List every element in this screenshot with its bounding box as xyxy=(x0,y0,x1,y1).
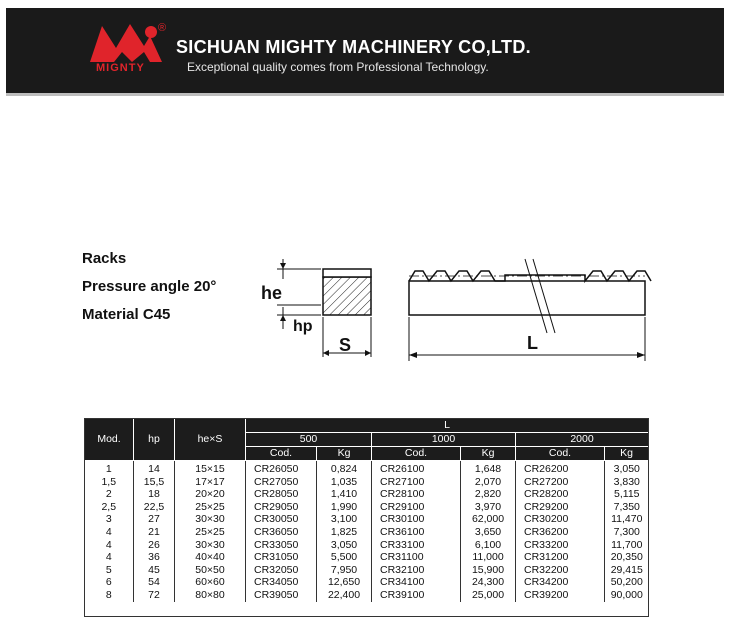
table-cell: 26 xyxy=(134,539,175,552)
col-length-1000: 1000 xyxy=(372,433,516,447)
table-cell: CR32100 xyxy=(372,564,461,577)
table-cell: 3,050 xyxy=(317,539,372,552)
company-name: SICHUAN MIGHTY MACHINERY CO,LTD. xyxy=(176,37,531,57)
table-cell: 1,410 xyxy=(317,488,372,501)
col-length-500: 500 xyxy=(246,433,372,447)
table-cell: CR30100 xyxy=(372,513,461,526)
table-cell: 3,650 xyxy=(461,526,516,539)
table-cell: 5,500 xyxy=(317,551,372,564)
table-cell: CR28050 xyxy=(246,488,317,501)
table-cell: 1,648 xyxy=(461,461,516,476)
table-cell: 24,300 xyxy=(461,576,516,589)
table-cell: CR39100 xyxy=(372,589,461,602)
table-cell: 25×25 xyxy=(175,526,246,539)
table-cell: 22,5 xyxy=(134,501,175,514)
rack-side-view xyxy=(409,259,651,361)
table-cell: CR27050 xyxy=(246,476,317,489)
table-cell: 20,350 xyxy=(605,551,649,564)
table-cell: CR34100 xyxy=(372,576,461,589)
table-cell: 25×25 xyxy=(175,501,246,514)
table-cell: 5 xyxy=(105,563,112,576)
spec-pressure-angle: Pressure angle 20° xyxy=(82,278,217,295)
table-cell: 3,050 xyxy=(605,461,649,476)
table-cell: 62,000 xyxy=(461,513,516,526)
table-cell: CR27200 xyxy=(516,476,605,489)
table-cell: CR26100 xyxy=(372,461,461,476)
table-cell: 14 xyxy=(134,461,175,476)
table-cell: 21 xyxy=(134,526,175,539)
col-cod-1000: Cod. xyxy=(372,447,461,461)
table-cell: 15×15 xyxy=(175,461,246,476)
table-cell: CR33200 xyxy=(516,539,605,552)
table-cell: CR36050 xyxy=(246,526,317,539)
table-row xyxy=(85,564,649,577)
table-cell: 30×30 xyxy=(175,539,246,552)
table-cell: CR29200 xyxy=(516,501,605,514)
table-cell: CR33050 xyxy=(246,539,317,552)
table-cell: 1,990 xyxy=(317,501,372,514)
table-row xyxy=(85,539,649,552)
table-cell: 11,700 xyxy=(605,539,649,552)
table-cell: 45 xyxy=(134,564,175,577)
table-cell: CR30050 xyxy=(246,513,317,526)
table-cell: CR31050 xyxy=(246,551,317,564)
table-cell: 4 xyxy=(105,538,112,551)
table-cell: 25,000 xyxy=(461,589,516,602)
table-cell: 1,825 xyxy=(317,526,372,539)
table-cell: 4 xyxy=(105,551,112,564)
table-cell: 50×50 xyxy=(175,564,246,577)
table-cell: 3 xyxy=(105,513,112,526)
table-cell: CR34050 xyxy=(246,576,317,589)
table-cell: 36 xyxy=(134,551,175,564)
col-kg-500: Kg xyxy=(317,447,372,461)
col-length-2000: 2000 xyxy=(516,433,649,447)
table-cell: 6 xyxy=(105,576,112,589)
table-row xyxy=(85,501,649,514)
table-cell: CR26200 xyxy=(516,461,605,476)
table-cell: 80×80 xyxy=(175,589,246,602)
table-cell: 72 xyxy=(134,589,175,602)
table-cell: 15,900 xyxy=(461,564,516,577)
table-cell: CR29050 xyxy=(246,501,317,514)
table-cell: 12,650 xyxy=(317,576,372,589)
col-cod-500: Cod. xyxy=(246,447,317,461)
col-hexs: he×S xyxy=(175,419,246,461)
table-cell: CR31200 xyxy=(516,551,605,564)
cross-section xyxy=(261,259,371,357)
table-cell: 30×30 xyxy=(175,513,246,526)
registered-mark: ® xyxy=(158,22,167,34)
rack-spec-table xyxy=(84,418,649,602)
table-cell: CR39050 xyxy=(246,589,317,602)
table-cell: CR33100 xyxy=(372,539,461,552)
rack-drawing xyxy=(255,245,665,375)
table-row xyxy=(85,589,649,602)
label-s: S xyxy=(339,335,352,355)
table-cell: CR32050 xyxy=(246,564,317,577)
table-row xyxy=(85,461,649,476)
table-cell: 29,415 xyxy=(605,564,649,577)
table-row xyxy=(85,488,649,501)
table-cell: 1,5 xyxy=(101,475,117,488)
logo-text: MIGNTY xyxy=(96,62,145,74)
spec-title: Racks xyxy=(82,250,127,267)
table-cell: CR26050 xyxy=(246,461,317,476)
col-length-group: L xyxy=(246,419,649,433)
col-hp: hp xyxy=(134,419,175,461)
col-kg-2000: Kg xyxy=(605,447,649,461)
table-cell: 8 xyxy=(105,588,112,601)
table-cell: 5,115 xyxy=(605,488,649,501)
table-cell: CR31100 xyxy=(372,551,461,564)
table-cell: 7,350 xyxy=(605,501,649,514)
label-hp: hp xyxy=(293,318,313,335)
table-row xyxy=(85,526,649,539)
table-row xyxy=(85,576,649,589)
table-cell: CR29100 xyxy=(372,501,461,514)
table-cell: 1,035 xyxy=(317,476,372,489)
col-kg-1000: Kg xyxy=(461,447,516,461)
label-he: he xyxy=(261,283,283,303)
table-cell: 11,000 xyxy=(461,551,516,564)
table-cell: 18 xyxy=(134,488,175,501)
table-cell: 3,970 xyxy=(461,501,516,514)
table-cell: 3,830 xyxy=(605,476,649,489)
table-cell: 17×17 xyxy=(175,476,246,489)
table-cell: 50,200 xyxy=(605,576,649,589)
table-cell: 60×60 xyxy=(175,576,246,589)
table-cell: CR36100 xyxy=(372,526,461,539)
table-cell: 40×40 xyxy=(175,551,246,564)
table-cell: CR28200 xyxy=(516,488,605,501)
table-cell: 2 xyxy=(105,488,112,501)
table-cell: 22,400 xyxy=(317,589,372,602)
table-cell: CR32200 xyxy=(516,564,605,577)
header-underline xyxy=(6,93,724,96)
table-cell: 4 xyxy=(105,525,112,538)
table-row xyxy=(85,476,649,489)
table-cell: 7,950 xyxy=(317,564,372,577)
table-cell: CR39200 xyxy=(516,589,605,602)
spec-material: Material C45 xyxy=(82,306,171,323)
table-cell: CR36200 xyxy=(516,526,605,539)
table-body xyxy=(85,461,649,602)
table-cell: 1 xyxy=(105,463,112,475)
table-cell: 11,470 xyxy=(605,513,649,526)
table-cell: 2,070 xyxy=(461,476,516,489)
table-row xyxy=(85,551,649,564)
table-cell: CR27100 xyxy=(372,476,461,489)
table-cell: 90,000 xyxy=(605,589,649,602)
col-mod: Mod. xyxy=(85,419,134,461)
table-cell: 2,5 xyxy=(101,500,117,513)
table-cell: 7,300 xyxy=(605,526,649,539)
label-l: L xyxy=(527,333,538,353)
table-cell: 2,820 xyxy=(461,488,516,501)
table-row xyxy=(85,513,649,526)
table-cell: CR34200 xyxy=(516,576,605,589)
table-cell: 15,5 xyxy=(134,476,175,489)
table-cell: 3,100 xyxy=(317,513,372,526)
company-tagline: Exceptional quality comes from Professional Technology. xyxy=(187,60,489,74)
table-cell: CR30200 xyxy=(516,513,605,526)
table-cell: 27 xyxy=(134,513,175,526)
table-cell: 6,100 xyxy=(461,539,516,552)
table-cell: 20×20 xyxy=(175,488,246,501)
table-cell: 54 xyxy=(134,576,175,589)
table-cell: 0,824 xyxy=(317,461,372,476)
table-cell: CR28100 xyxy=(372,488,461,501)
col-cod-2000: Cod. xyxy=(516,447,605,461)
